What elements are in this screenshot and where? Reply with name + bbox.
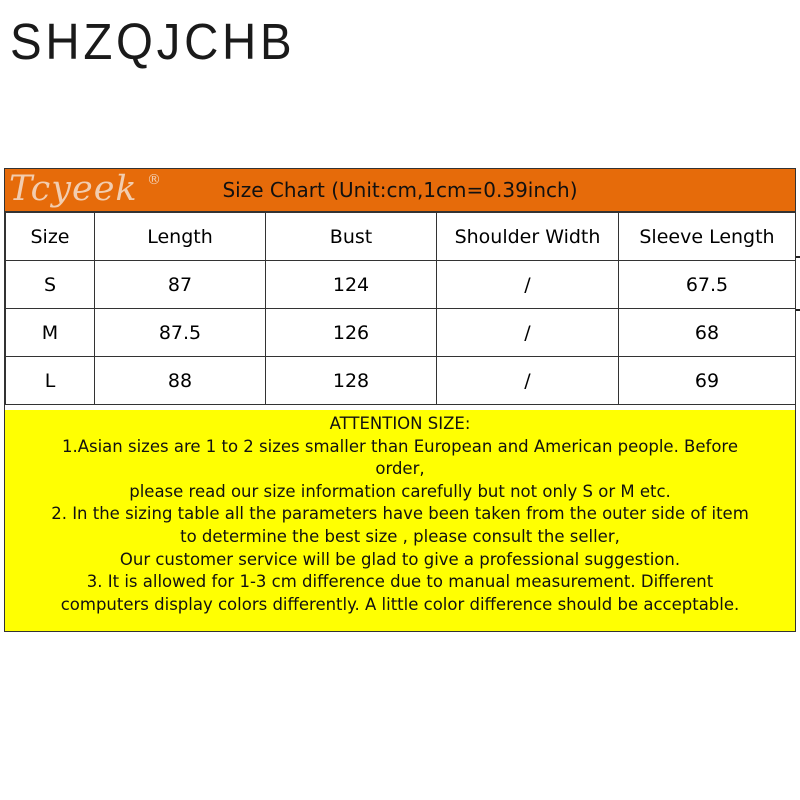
column-header: Size — [6, 213, 95, 261]
table-cell: 67.5 — [619, 261, 796, 309]
table-cell: 124 — [266, 261, 437, 309]
edge-divider — [796, 256, 800, 311]
notes-line: please read our size information carefully but not only S or M etc. — [129, 481, 671, 501]
notes-line: 2. In the sizing table all the parameters have been taken from the outer side of item — [51, 504, 749, 524]
table-cell: S — [6, 261, 95, 309]
table-cell: L — [6, 357, 95, 405]
table-cell: / — [437, 261, 619, 309]
column-header: Sleeve Length — [619, 213, 796, 261]
table-cell: 88 — [95, 357, 266, 405]
notes-heading: ATTENTION SIZE: — [329, 414, 471, 433]
notes-line: order, — [375, 459, 425, 479]
table-cell: / — [437, 309, 619, 357]
notes-line: computers display colors differently. A little color difference should be acceptable. — [60, 594, 740, 614]
column-header: Length — [95, 213, 266, 261]
table-cell: / — [437, 357, 619, 405]
table-header-row — [6, 213, 796, 261]
table-row — [6, 261, 796, 309]
table-row — [6, 309, 796, 357]
table-cell: 128 — [266, 357, 437, 405]
notes-line: Our customer service will be glad to give a professional suggestion. — [119, 549, 681, 569]
table-cell: 87 — [95, 261, 266, 309]
registered-mark: ® — [147, 172, 161, 188]
table-cell: 126 — [266, 309, 437, 357]
size-table — [5, 212, 796, 405]
chart-title: Size Chart (Unit:cm,1cm=0.39inch) — [222, 178, 578, 202]
column-header: Bust — [266, 213, 437, 261]
table-row — [6, 357, 796, 405]
table-cell: M — [6, 309, 95, 357]
chart-header-band — [5, 169, 795, 212]
table-cell: 87.5 — [95, 309, 266, 357]
brand-name: SHZQJCHB — [10, 13, 296, 70]
notes-line: to determine the best size , please consult the seller, — [180, 526, 620, 546]
table-cell: 68 — [619, 309, 796, 357]
table-cell: 69 — [619, 357, 796, 405]
size-chart — [4, 168, 796, 632]
brand-logo: Tcyeek — [9, 169, 138, 209]
notes-line: 3. It is allowed for 1-3 cm difference due to manual measurement. Different — [86, 572, 714, 592]
notes-line: 1.Asian sizes are 1 to 2 sizes smaller than European and American people. Before — [61, 436, 739, 456]
attention-notes — [5, 410, 795, 631]
column-header: Shoulder Width — [437, 213, 619, 261]
